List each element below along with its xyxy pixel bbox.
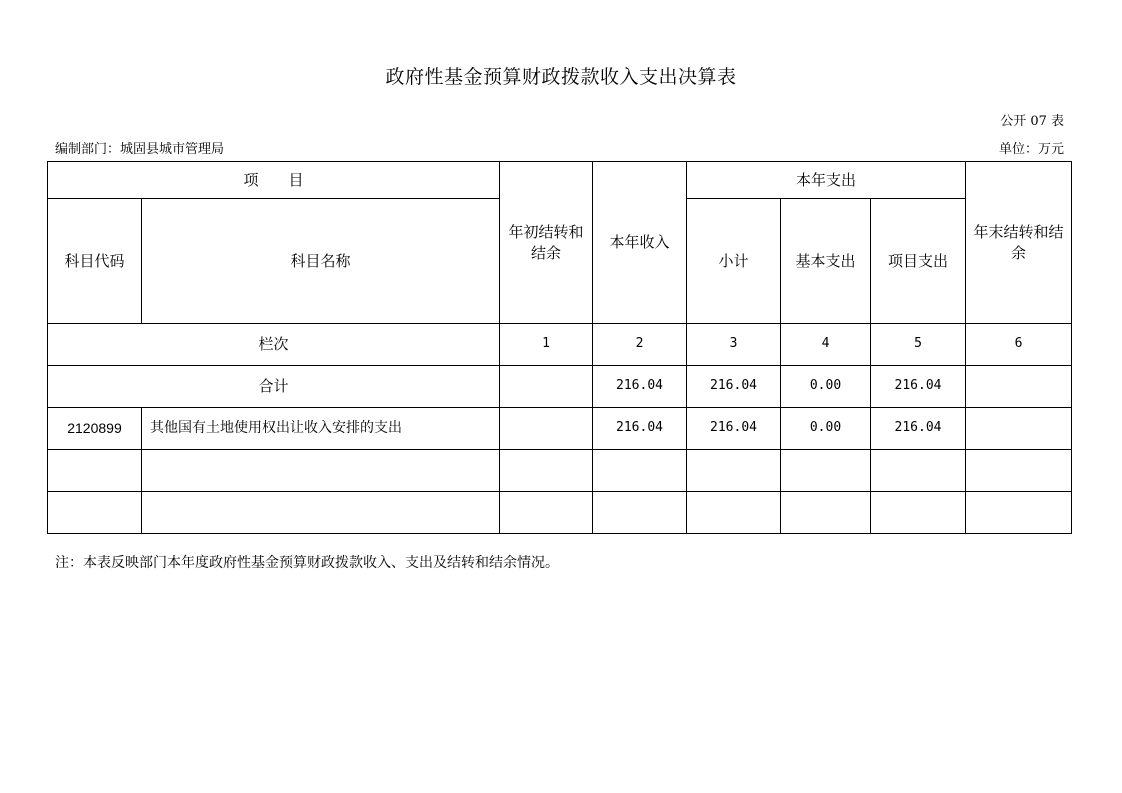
empty-cell xyxy=(687,450,781,492)
header-basic: 基本支出 xyxy=(781,199,871,324)
total-label: 合计 xyxy=(48,366,500,408)
form-number: 公开 07 表 xyxy=(1000,114,1064,129)
row-basic: 0.00 xyxy=(781,408,871,450)
empty-row xyxy=(48,450,1072,492)
column-number: 4 xyxy=(781,324,871,366)
empty-cell xyxy=(48,492,142,534)
total-subtotal: 216.04 xyxy=(687,366,781,408)
total-basic: 0.00 xyxy=(781,366,871,408)
column-number: 1 xyxy=(500,324,593,366)
header-project-expense: 项目支出 xyxy=(871,199,966,324)
empty-cell xyxy=(142,492,500,534)
empty-cell xyxy=(781,492,871,534)
column-number: 3 xyxy=(687,324,781,366)
empty-cell xyxy=(781,450,871,492)
header-code: 科目代码 xyxy=(48,199,142,324)
empty-row xyxy=(48,492,1072,534)
empty-cell xyxy=(871,492,966,534)
header-begin-balance: 年初结转和结余 xyxy=(500,162,593,324)
fund-budget-table xyxy=(47,161,1072,534)
empty-cell xyxy=(966,450,1072,492)
header-name: 科目名称 xyxy=(142,199,500,324)
empty-cell xyxy=(871,450,966,492)
column-number-row xyxy=(48,324,1072,366)
row-begin-balance xyxy=(500,408,593,450)
department-label: 编制部门：城固县城市管理局 xyxy=(55,142,225,157)
empty-cell xyxy=(593,450,687,492)
row-subtotal: 216.04 xyxy=(687,408,781,450)
unit-label: 单位：万元 xyxy=(998,142,1064,157)
total-row xyxy=(48,366,1072,408)
empty-cell xyxy=(966,492,1072,534)
empty-cell xyxy=(48,450,142,492)
row-income: 216.04 xyxy=(593,408,687,450)
empty-cell xyxy=(593,492,687,534)
column-number: 2 xyxy=(593,324,687,366)
row-project-expense: 216.04 xyxy=(871,408,966,450)
footnote: 注：本表反映部门本年度政府性基金预算财政拨款收入、支出及结转和结余情况。 xyxy=(55,555,559,571)
column-number: 6 xyxy=(966,324,1072,366)
table-row xyxy=(48,408,1072,450)
total-begin-balance xyxy=(500,366,593,408)
report-title: 政府性基金预算财政拨款收入支出决算表 xyxy=(385,66,737,88)
header-income: 本年收入 xyxy=(593,162,687,324)
header-end-balance: 年末结转和结余 xyxy=(966,162,1072,324)
empty-cell xyxy=(500,450,593,492)
total-end-balance xyxy=(966,366,1072,408)
row-name: 其他国有土地使用权出让收入安排的支出 xyxy=(142,408,500,450)
empty-cell xyxy=(142,450,500,492)
header-project: 项 目 xyxy=(48,162,500,199)
total-income: 216.04 xyxy=(593,366,687,408)
row-end-balance xyxy=(966,408,1072,450)
empty-cell xyxy=(687,492,781,534)
header-expense-group: 本年支出 xyxy=(687,162,966,199)
column-number: 5 xyxy=(871,324,966,366)
total-project-expense: 216.04 xyxy=(871,366,966,408)
empty-cell xyxy=(500,492,593,534)
header-row-1 xyxy=(48,162,1072,199)
row-code: 2120899 xyxy=(48,408,142,450)
column-number-label: 栏次 xyxy=(48,324,500,366)
header-subtotal: 小计 xyxy=(687,199,781,324)
